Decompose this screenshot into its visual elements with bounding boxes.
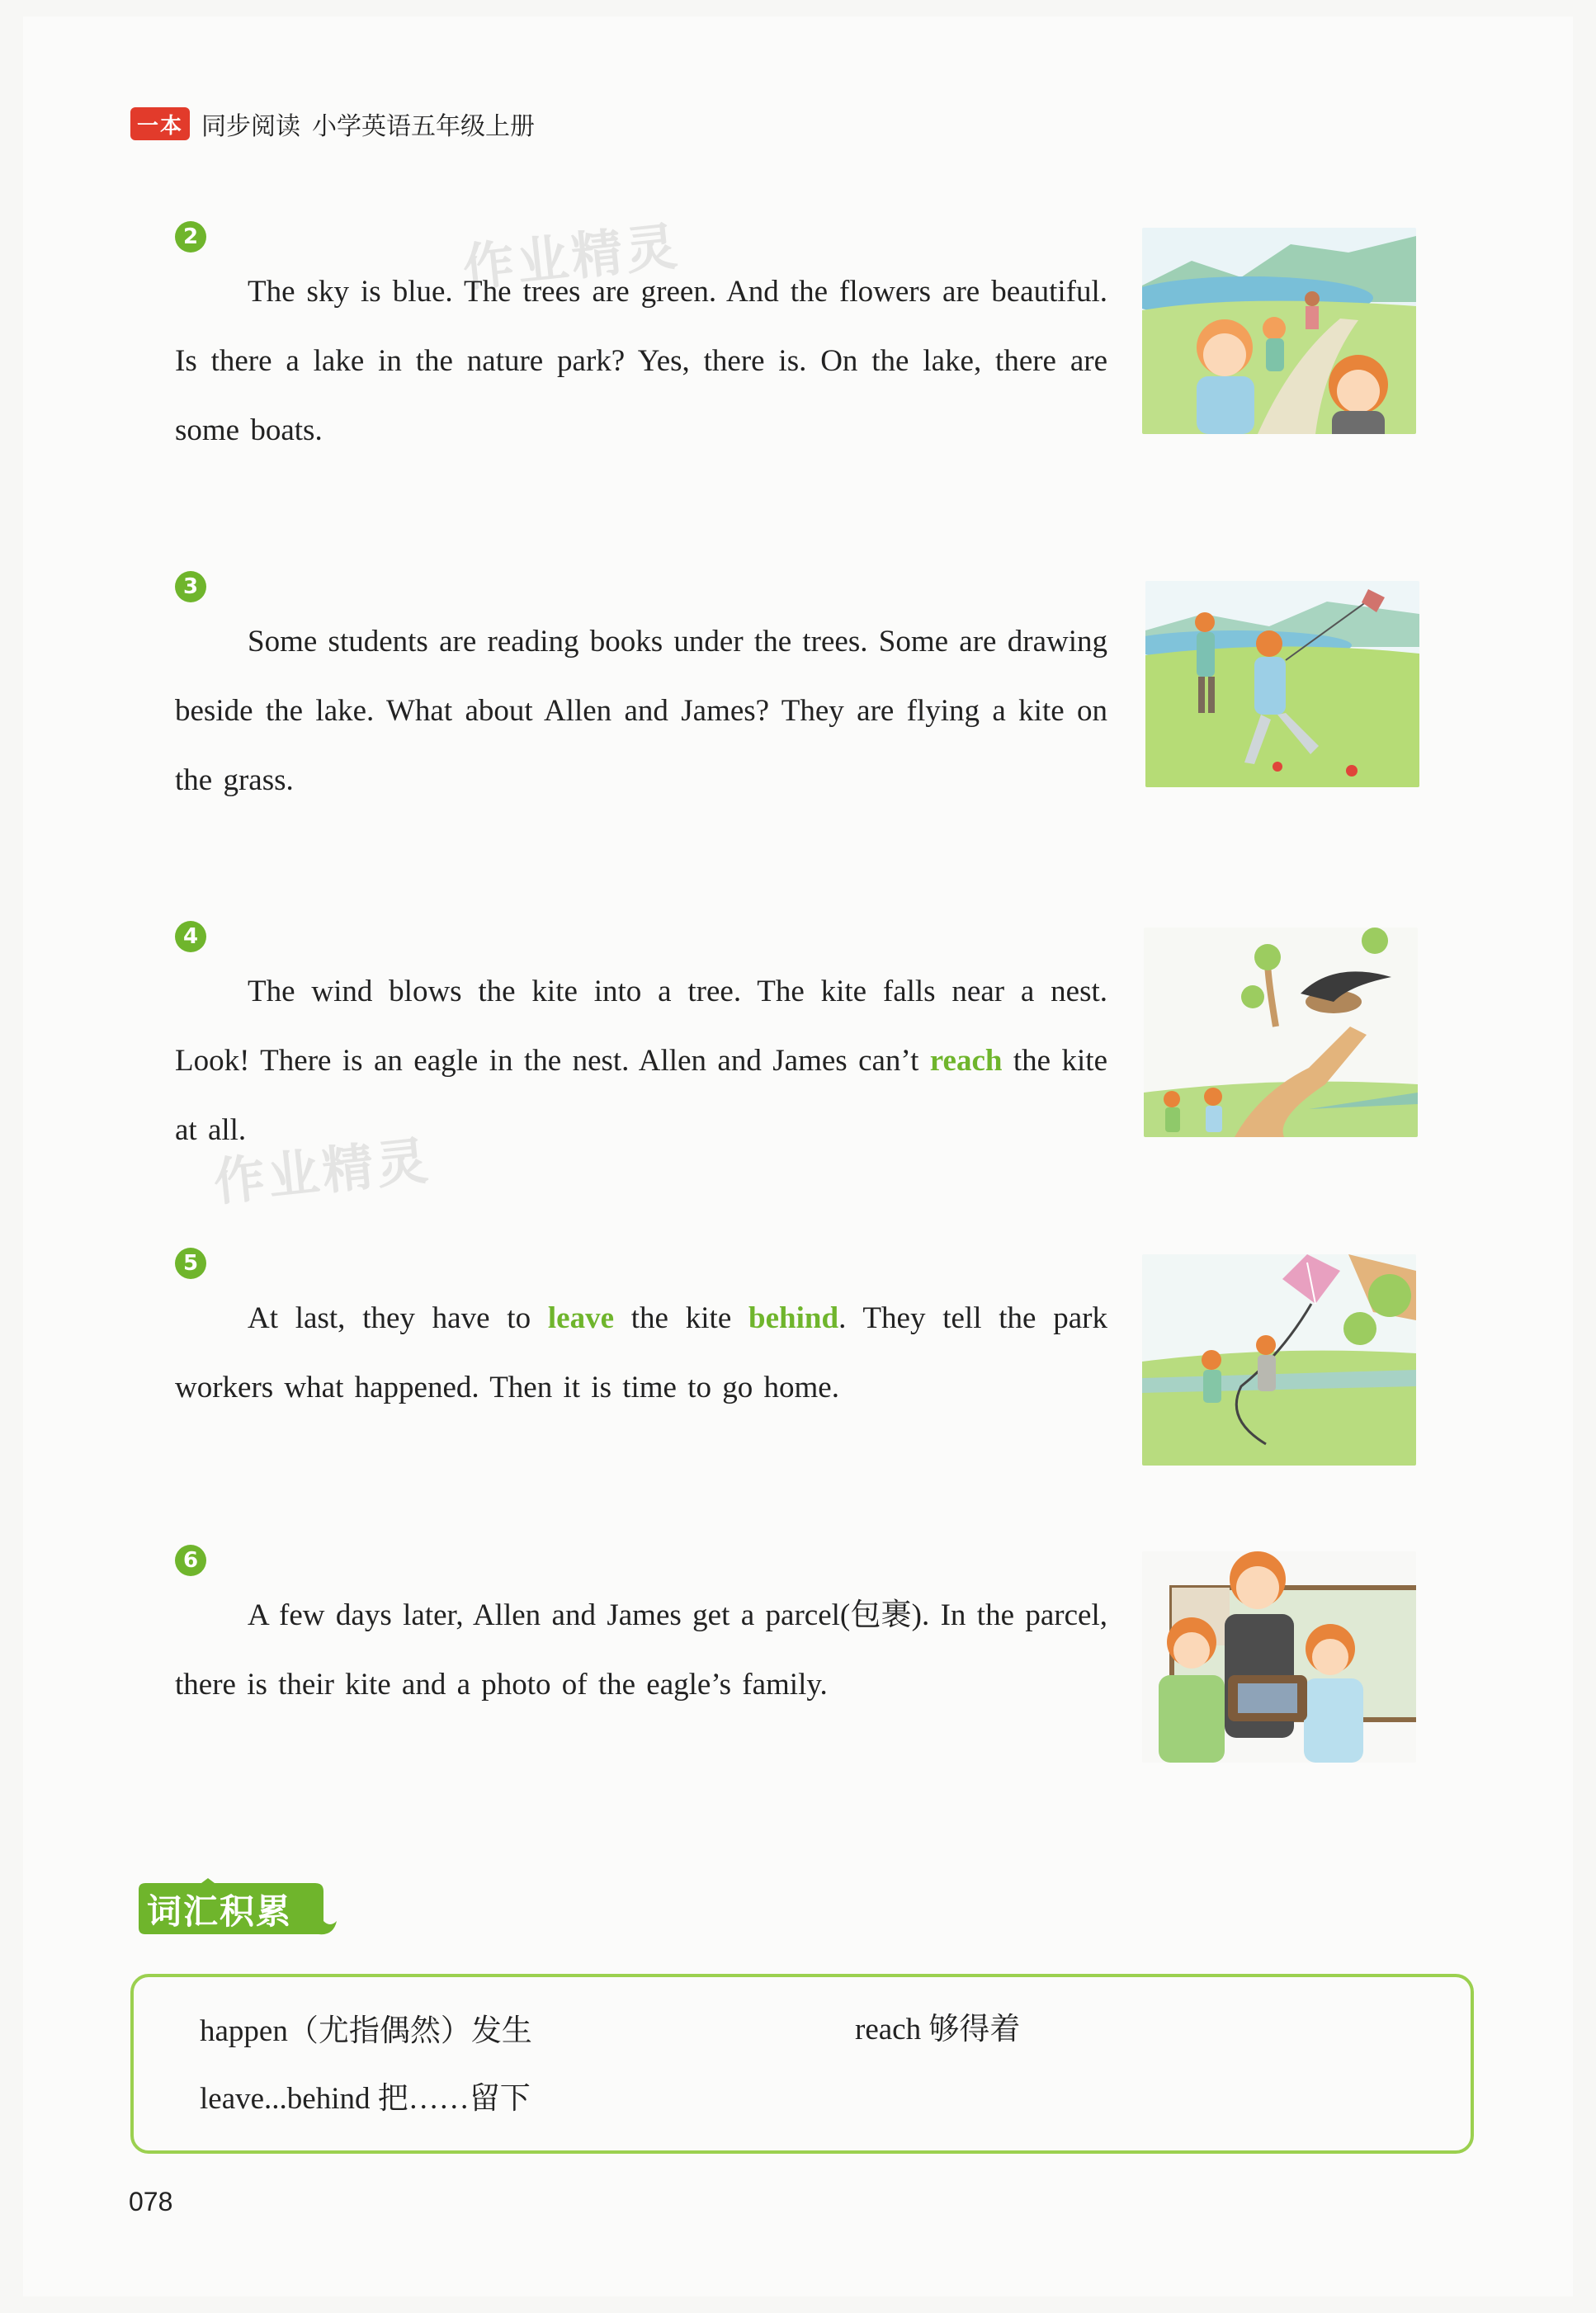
vocab-highlight: leave [547,1301,614,1335]
text-segment: . They tell the park workers what happened. Then it is time to go home. [175,1301,1108,1404]
vocab-item: happen（尤指偶然）发生 [200,2014,532,2048]
section-number-badge: 2 [175,221,206,253]
vocab-title: 词汇积累 [147,1891,293,1932]
section-number-badge: 3 [175,571,206,602]
text-segment: The wind blows the kite into a tree. The kite falls near a nest. Look! There is an eagle in the nest. Allen and James can’t [175,975,1107,1078]
illustration-parcel [1142,1551,1416,1763]
section-number-badge: 6 [175,1545,206,1576]
section-paragraph: A few days later, Allen and James get a parcel(包裹). In the parcel, there is their kite and a photo of the eagle’s family. [175,1598,1107,1702]
section-paragraph [175,1284,1107,1423]
brand-logo: 一本 [130,107,190,140]
section-number-badge: 5 [175,1248,206,1279]
section-paragraph: Some students are reading books under the trees. Some are drawing beside the lake. What about Allen and James? They are flying a kite on the grass. [175,625,1107,797]
watermark: 作业精灵 [210,1130,434,1213]
vocab-item: leave...behind 把……留下 [200,2082,531,2116]
vocab-item: reach 够得着 [855,2013,1021,2046]
page-header [130,106,535,142]
vocab-highlight: behind [748,1301,839,1335]
vocab-section-tag [132,1878,337,1942]
text-segment: the kite [614,1301,749,1335]
book-title [201,106,535,142]
illustration-leaving-kite [1142,1254,1416,1466]
page-number: 078 [129,2187,173,2216]
vocab-highlight: reach [929,1044,1003,1078]
series-title: 同步阅读 [201,112,300,141]
illustration-lake-park [1142,228,1416,434]
text-segment: the kite at all. [175,1044,1107,1147]
book-subtitle: 小学英语五年级上册 [312,112,535,141]
illustration-kite-flying [1145,581,1419,787]
vocab-box [130,1974,1474,2154]
illustration-eagle-nest [1144,928,1418,1137]
text-segment: At last, they have to [248,1301,548,1335]
watermark: 作业精灵 [460,215,683,299]
section-paragraph: The sky is blue. The trees are green. And the flowers are beautiful. Is there a lake in the nature park? Yes, there is. On the lake, there are some boats. [175,275,1107,447]
section-number-badge: 4 [175,921,206,952]
